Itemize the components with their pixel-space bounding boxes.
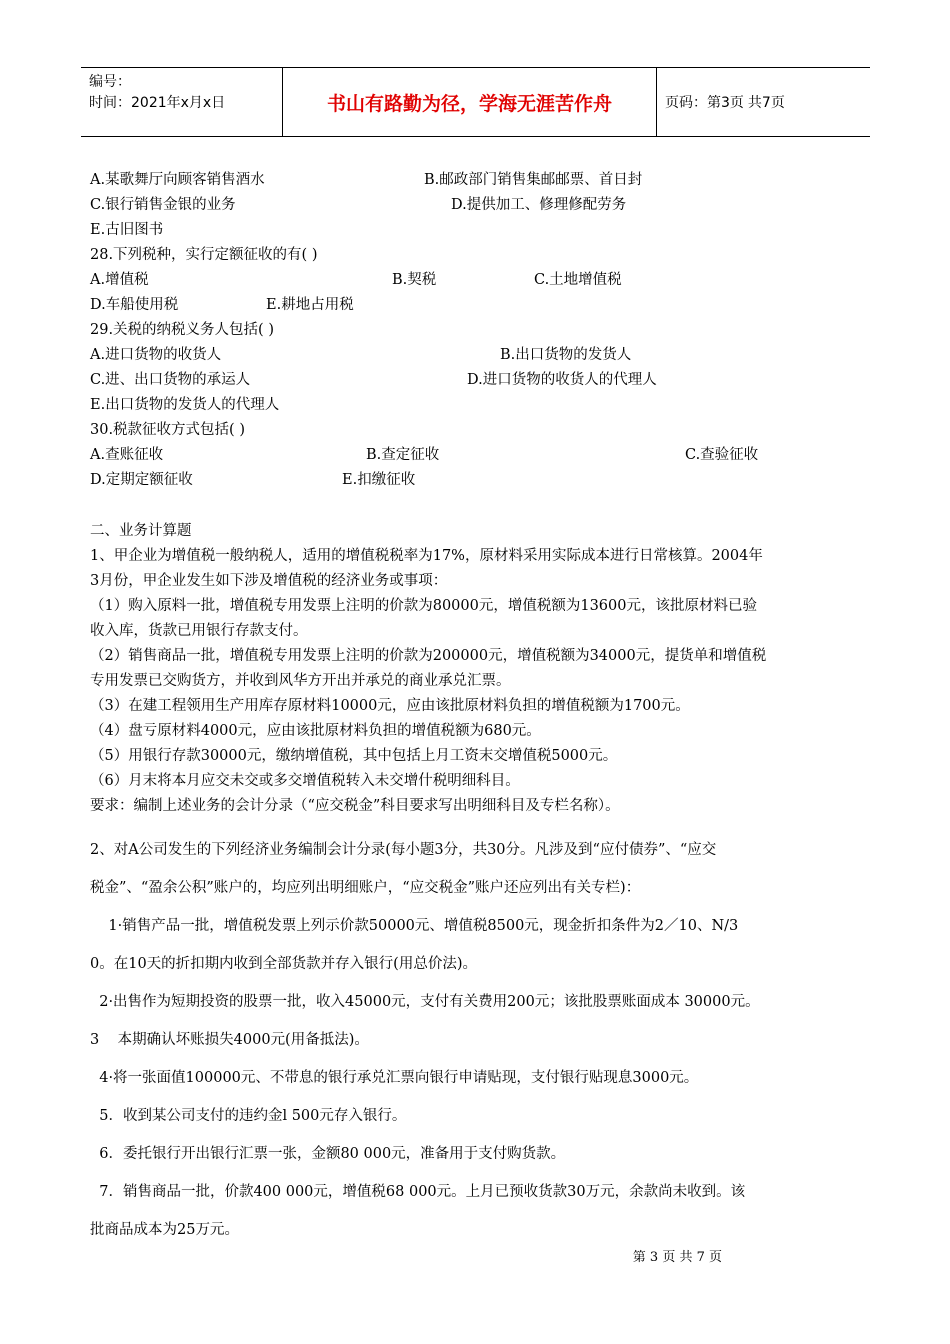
option-d: D.定期定额征收 — [90, 472, 193, 488]
paragraph-line: 税金”、“盈余公积”账户的，均应列出明细账户，“应交税金”账户还应列出有关专栏)： — [90, 880, 641, 896]
option-b: B.查定征收 — [366, 447, 440, 463]
option-c: C.查验征收 — [685, 447, 759, 463]
total-pages-label: 共7页 — [747, 95, 785, 111]
paragraph-line: （6）月末将本月应交未交或多交增值税转入未交增什税明细科目。 — [90, 773, 520, 789]
paragraph-line: （1）购入原料一批，增值税专用发票上注明的价款为80000元，增值税额为13600元，该批原材料已验 — [90, 598, 757, 614]
option-line — [90, 443, 870, 468]
option-line — [90, 393, 870, 418]
option-d: D.车船使用税 — [90, 297, 179, 313]
paragraph-line: 1、甲企业为增值税一般纳税人，适用的增值税税率为17%，原材料采用实际成本进行日常核算。2004年 — [90, 548, 763, 564]
paragraph-line: 0。在10天的折扣期内收到全部货款并存入银行(用总价法)。 — [90, 956, 477, 972]
section-title: 二、业务计算题 — [90, 523, 192, 539]
option-line — [90, 368, 870, 393]
option-line — [90, 168, 870, 193]
paragraph-line: 收入库，货款已用银行存款支付。 — [90, 623, 308, 639]
option-b: B.契税 — [392, 272, 437, 288]
option-e: E.扣缴征收 — [342, 472, 416, 488]
option-e: E.耕地占用税 — [266, 297, 354, 313]
option-c: C.进、出口货物的承运人 — [90, 372, 251, 388]
option-line — [90, 218, 870, 243]
option-c: C.银行销售金银的业务 — [90, 197, 236, 213]
option-a: A.进口货物的收货人 — [90, 347, 222, 363]
option-a: A.增值税 — [90, 272, 149, 288]
paragraph-line: （2）销售商品一批，增值税专用发票上注明的价款为200000元，增值税额为34000元，提货单和增值税 — [90, 648, 767, 664]
option-a: A.查账征收 — [90, 447, 164, 463]
header-motto: 书山有路勤为径，学海无涯苦作舟 — [283, 68, 657, 136]
option-line — [90, 268, 870, 293]
paragraph-line: 2、对A公司发生的下列经济业务编制会计分录(每小题3分，共30分。凡涉及到“应付债券”、“应交 — [90, 842, 717, 858]
option-e: E.古旧图书 — [90, 222, 164, 238]
page-number-label: 页码：第3页 — [665, 95, 744, 111]
page-footer — [0, 1246, 950, 1265]
option-line — [90, 193, 870, 218]
date-label: 时间：2021年x月x日 — [89, 95, 226, 111]
option-a: A.某歌舞厅向顾客销售酒水 — [90, 172, 265, 188]
question-29: 29.关税的纳税义务人包括( ) — [90, 322, 274, 338]
paragraph-line: （5）用银行存款30000元，缴纳增值税，其中包括上月工资末交增值税5000元。 — [90, 748, 618, 764]
paragraph-line: 6．委托银行开出银行汇票一张，金额80 000元，准备用于支付购货款。 — [90, 1146, 566, 1162]
option-b: B.邮政部门销售集邮邮票、首日封 — [424, 172, 643, 188]
paragraph-line: 1·销售产品一批，增值税发票上列示价款50000元、增值税8500元，现金折扣条件为2／10、N/3 — [90, 918, 739, 934]
option-line — [90, 343, 870, 368]
paragraph-line: 7．销售商品一批，价款400 000元，增值税68 000元。上月已预收货款30万元，余款尚未收到。该 — [90, 1184, 746, 1200]
question-28: 28.下列税种，实行定额征收的有( ) — [90, 247, 318, 263]
question-30: 30.税款征收方式包括( ) — [90, 422, 245, 438]
requirement-line: 要求：编制上述业务的会计分录（“应交税金”科目要求写出明细科目及专栏名称）。 — [90, 798, 620, 814]
paragraph-line: 批商品成本为25万元。 — [90, 1222, 239, 1238]
header-meta — [81, 68, 283, 136]
document-body — [90, 168, 870, 1249]
paragraph-line: 5．收到某公司支付的违约金l 500元存入银行。 — [90, 1108, 407, 1124]
paragraph-line: （4）盘亏原材料4000元，应由该批原材料负担的增值税额为680元。 — [90, 723, 541, 739]
footer-page-number: 第 3 页 共 7 页 — [632, 1250, 722, 1265]
option-b: B.出口货物的发货人 — [500, 347, 632, 363]
page-header — [81, 67, 870, 137]
option-d: D.提供加工、修理修配劳务 — [451, 197, 627, 213]
paragraph-line: （3）在建工程领用生产用库存原材料10000元，应由该批原材料负担的增值税额为1700元。 — [90, 698, 690, 714]
option-c: C.土地增值税 — [534, 272, 622, 288]
serial-label: 编号： — [89, 74, 131, 90]
paragraph-line: 4·将一张面值100000元、不带息的银行承兑汇票向银行申请贴现，支付银行贴现息3000元。 — [90, 1070, 699, 1086]
paragraph-line: 3月份，甲企业发生如下涉及增值税的经济业务或事项： — [90, 573, 448, 589]
option-line — [90, 468, 870, 493]
option-e: E.出口货物的发货人的代理人 — [90, 397, 280, 413]
paragraph-line: 专用发票已交购货方，并收到风华方开出并承兑的商业承兑汇票。 — [90, 673, 511, 689]
option-line — [90, 293, 870, 318]
paragraph-line: 2·出售作为短期投资的股票一批，收入45000元，支付有关费用200元；该批股票账面成本 30000元。 — [90, 994, 760, 1010]
option-d: D.进口货物的收货人的代理人 — [467, 372, 657, 388]
paragraph-line: 3 本期确认坏账损失4000元(用备抵法)。 — [90, 1032, 369, 1048]
header-page-info — [657, 68, 870, 136]
